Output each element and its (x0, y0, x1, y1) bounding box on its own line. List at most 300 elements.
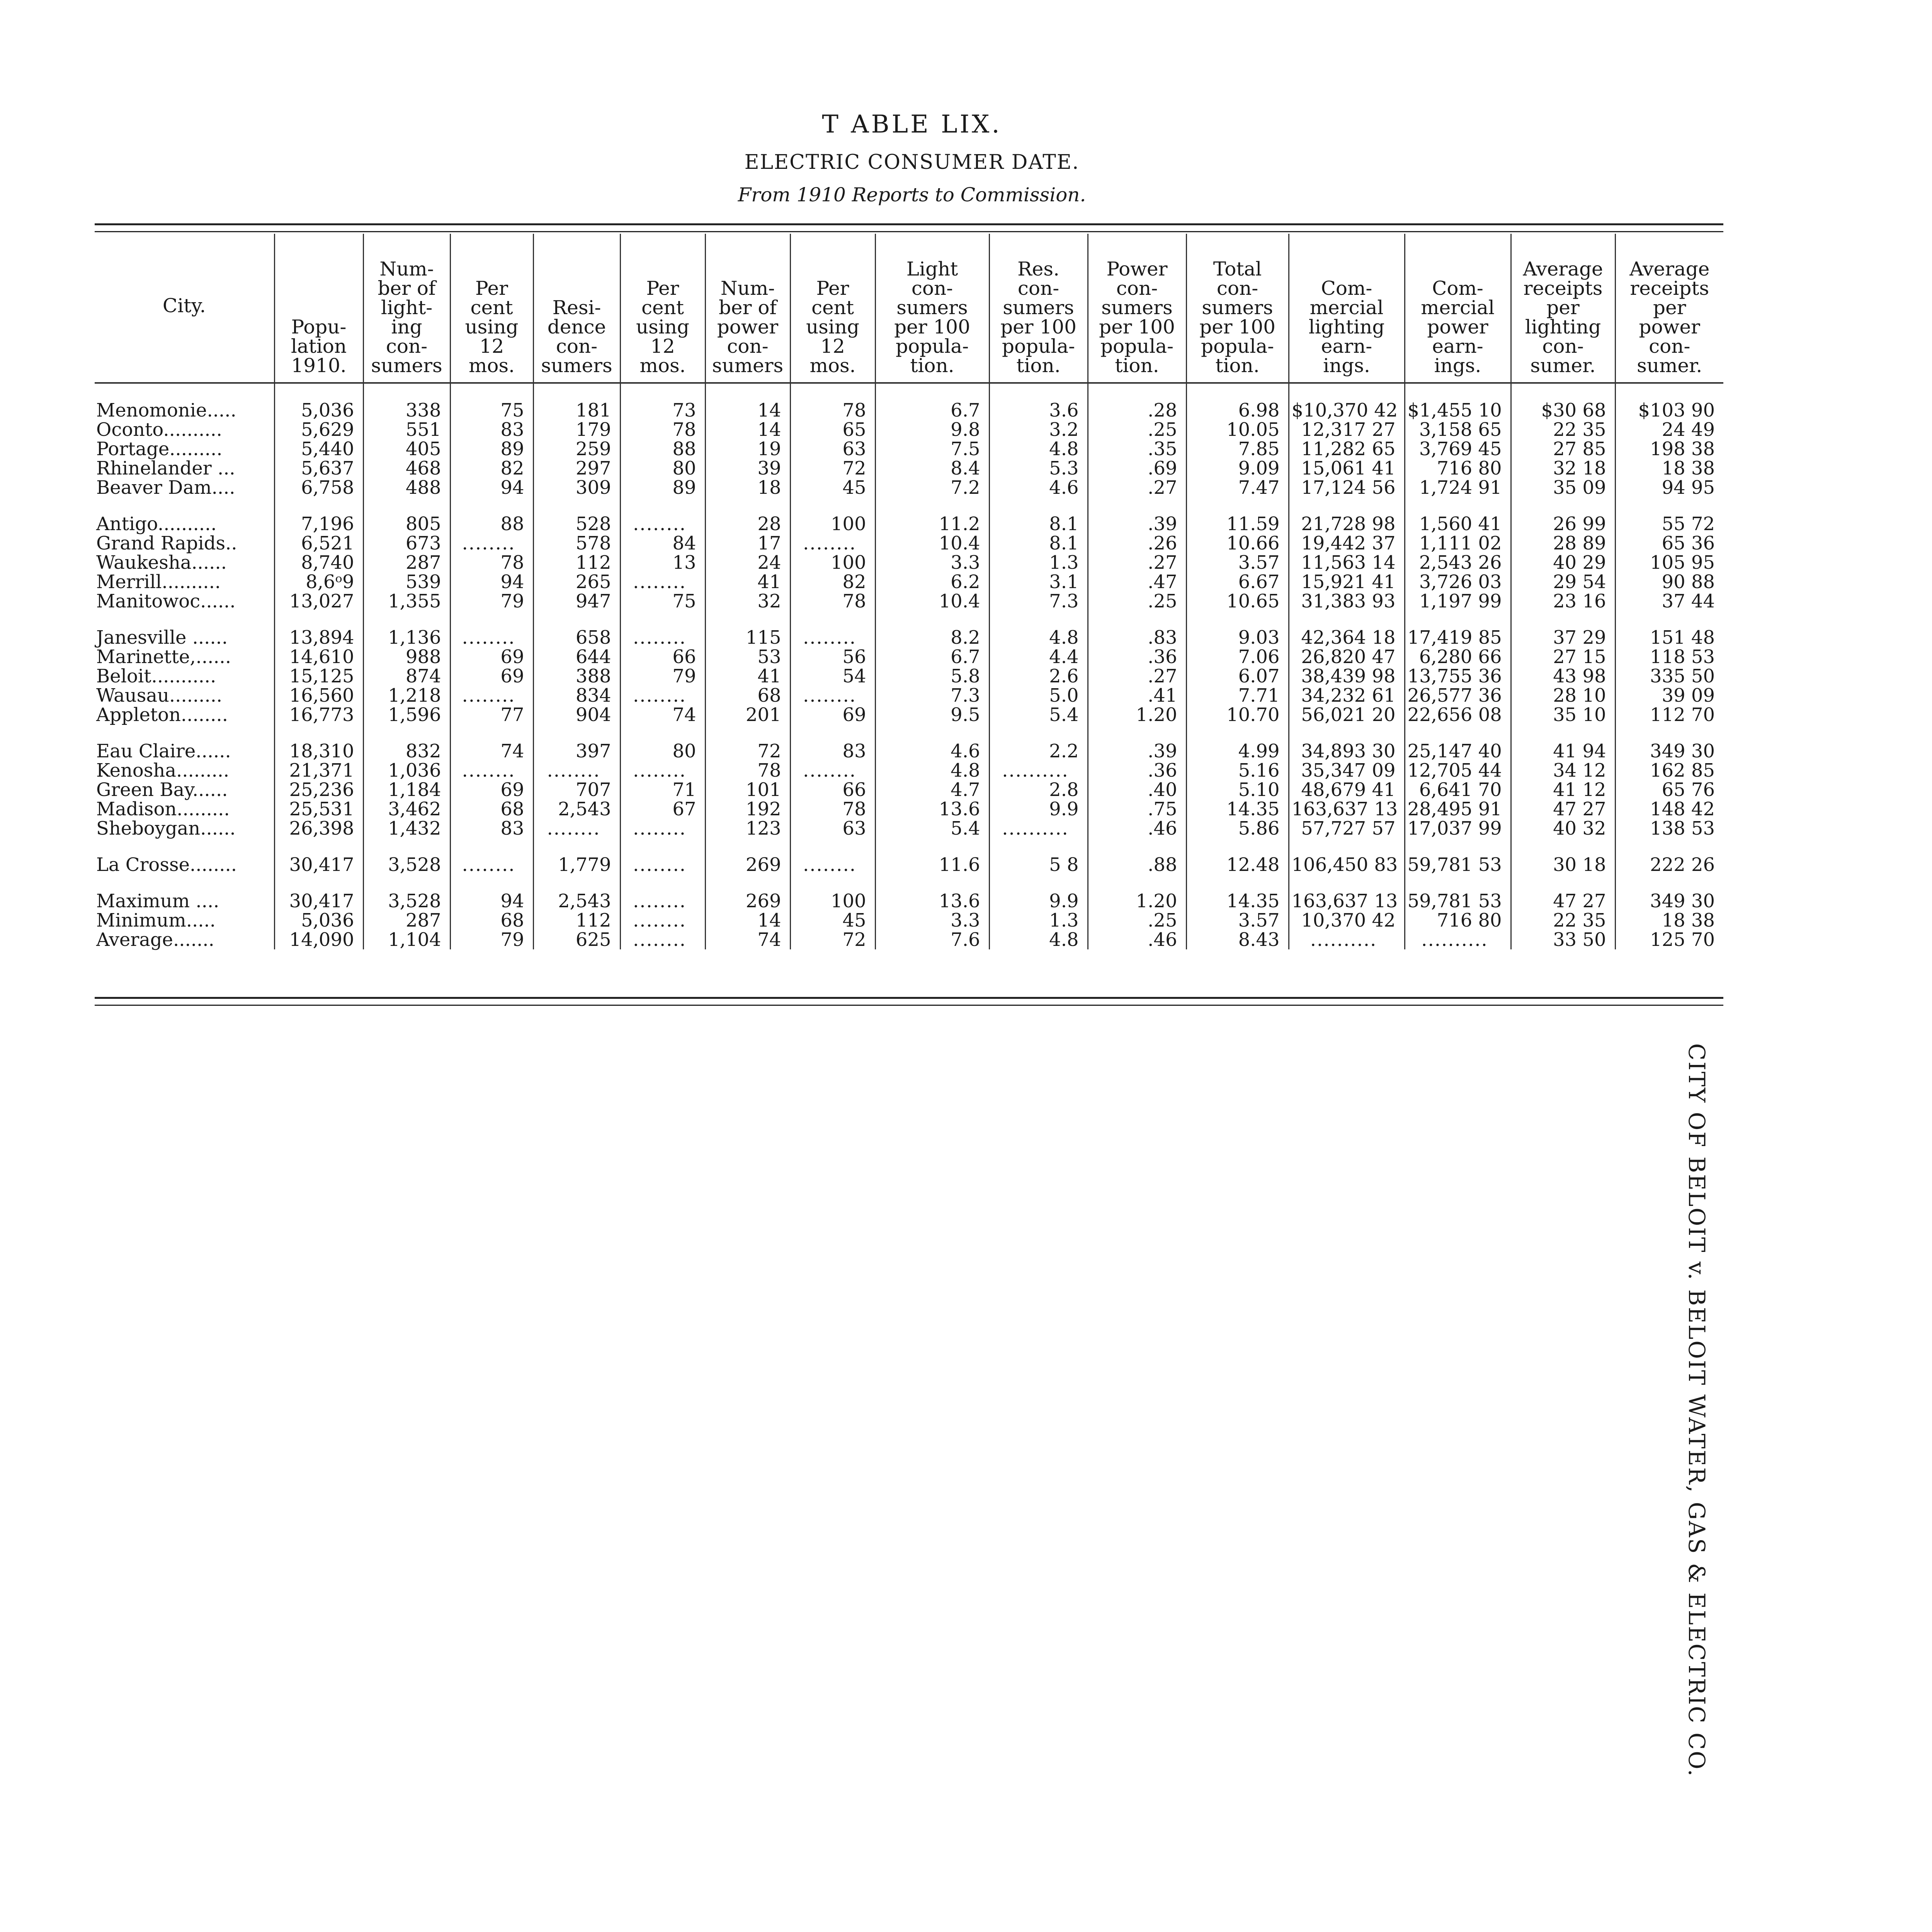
data-cell: 309 (533, 478, 620, 497)
data-cell: 31,383 93 (1289, 592, 1405, 611)
spacer-cell (790, 838, 875, 855)
data-cell: .36 (1088, 761, 1186, 780)
table-row (95, 911, 1723, 930)
table-row (95, 439, 1723, 459)
data-cell: 1,432 (363, 819, 450, 838)
data-cell: 716 80 (1405, 911, 1511, 930)
data-cell: 27 85 (1511, 439, 1615, 459)
data-cell: 9.8 (875, 420, 989, 439)
spacer-cell (363, 611, 450, 628)
data-cell: 89 (450, 439, 533, 459)
spacer-cell (450, 383, 533, 401)
data-cell: 6,641 70 (1405, 780, 1511, 799)
spacer-cell (363, 497, 450, 514)
spacer-cell (1405, 497, 1511, 514)
data-cell: 5.8 (875, 667, 989, 686)
city-cell: Madison......... (96, 798, 230, 820)
data-cell: ........ (620, 911, 705, 930)
column-header: Per cent using 12 mos. (620, 234, 705, 383)
data-cell: 874 (363, 667, 450, 686)
table-source: From 1910 Reports to Commission. (738, 184, 1086, 206)
data-cell: 28,495 91 (1405, 799, 1511, 819)
group-spacer (95, 383, 1723, 401)
data-cell: 34 12 (1511, 761, 1615, 780)
data-cell: 72 (790, 930, 875, 949)
data-cell: .40 (1088, 780, 1186, 799)
city-cell: Marinette,...... (96, 646, 231, 668)
data-cell: 10.65 (1186, 592, 1289, 611)
spacer-cell (363, 724, 450, 742)
data-cell: 77 (450, 705, 533, 724)
data-cell: 338 (363, 401, 450, 420)
data-cell: 22,656 08 (1405, 705, 1511, 724)
data-cell: 8.2 (875, 628, 989, 647)
data-cell: 14.35 (1186, 799, 1289, 819)
data-cell: 7.47 (1186, 478, 1289, 497)
data-cell: .......... (989, 761, 1088, 780)
data-cell: 1.20 (1088, 705, 1186, 724)
data-cell: 45 (790, 478, 875, 497)
data-cell: 644 (533, 647, 620, 667)
data-cell: 13.6 (875, 891, 989, 911)
data-cell: 35,347 09 (1289, 761, 1405, 780)
data-cell: 88 (620, 439, 705, 459)
data-cell: 947 (533, 592, 620, 611)
spacer-cell (363, 874, 450, 891)
data-cell: 2.2 (989, 742, 1088, 761)
data-cell: 11.59 (1186, 514, 1289, 534)
data-cell: 11,282 65 (1289, 439, 1405, 459)
data-cell: 4.7 (875, 780, 989, 799)
data-cell: 112 (533, 911, 620, 930)
data-cell: 73 (620, 401, 705, 420)
data-cell: 75 (450, 401, 533, 420)
data-cell: 9.03 (1186, 628, 1289, 647)
data-cell: ........ (790, 686, 875, 705)
city-cell: Grand Rapids.. (96, 532, 237, 554)
data-cell: 69 (450, 667, 533, 686)
data-cell: 74 (705, 930, 790, 949)
spacer-cell (705, 838, 790, 855)
spacer-cell (1405, 611, 1511, 628)
data-cell: 163,637 13 (1289, 799, 1405, 819)
data-cell: ........ (620, 686, 705, 705)
spacer-cell (95, 724, 274, 742)
data-cell: 17 (705, 534, 790, 553)
data-cell: 80 (620, 459, 705, 478)
data-cell: 17,419 85 (1405, 628, 1511, 647)
data-cell: 7.5 (875, 439, 989, 459)
data-cell: 2.8 (989, 780, 1088, 799)
data-cell: 5.86 (1186, 819, 1289, 838)
city-cell: Janesville ...... (96, 627, 228, 648)
data-cell: 24 (705, 553, 790, 572)
data-cell: 658 (533, 628, 620, 647)
data-cell: 578 (533, 534, 620, 553)
data-cell: 28 (705, 514, 790, 534)
data-cell: 18 38 (1615, 911, 1723, 930)
data-cell: 1,197 99 (1405, 592, 1511, 611)
data-cell: 3,769 45 (1405, 439, 1511, 459)
data-cell: 192 (705, 799, 790, 819)
top-rule-inner (95, 231, 1723, 232)
data-cell: 55 72 (1615, 514, 1723, 534)
top-rule (95, 223, 1723, 225)
data-cell: 10.4 (875, 592, 989, 611)
table-row (95, 855, 1723, 874)
spacer-cell (790, 874, 875, 891)
data-cell: 269 (705, 891, 790, 911)
data-cell: 3.3 (875, 553, 989, 572)
data-cell: 106,450 83 (1289, 855, 1405, 874)
data-cell: 82 (450, 459, 533, 478)
data-cell: 1,596 (363, 705, 450, 724)
spacer-cell (1511, 497, 1615, 514)
city-cell: Waukesha...... (96, 552, 227, 573)
spacer-cell (274, 838, 363, 855)
data-cell: 29 54 (1511, 572, 1615, 592)
data-cell: 1,779 (533, 855, 620, 874)
data-cell: 707 (533, 780, 620, 799)
data-cell: 59,781 53 (1405, 855, 1511, 874)
table-row (95, 780, 1723, 799)
spacer-cell (620, 383, 705, 401)
data-cell: 1,104 (363, 930, 450, 949)
data-cell: ........ (450, 855, 533, 874)
data-cell: 5.0 (989, 686, 1088, 705)
data-cell: 74 (620, 705, 705, 724)
spacer-cell (95, 611, 274, 628)
data-cell: 5 8 (989, 855, 1088, 874)
data-cell: 4.4 (989, 647, 1088, 667)
data-cell: 79 (450, 592, 533, 611)
data-cell: 43 98 (1511, 667, 1615, 686)
table-row (95, 628, 1723, 647)
data-cell: 72 (790, 459, 875, 478)
data-cell: 75 (620, 592, 705, 611)
data-cell: 94 (450, 891, 533, 911)
data-cell: 83 (450, 420, 533, 439)
spacer-cell (1088, 724, 1186, 742)
data-cell: 988 (363, 647, 450, 667)
data-cell: 1.3 (989, 911, 1088, 930)
data-cell: 16,773 (274, 705, 363, 724)
data-cell: 13.6 (875, 799, 989, 819)
data-cell: .27 (1088, 553, 1186, 572)
data-cell: 287 (363, 911, 450, 930)
spacer-cell (274, 724, 363, 742)
data-cell: ........ (533, 819, 620, 838)
data-cell: .69 (1088, 459, 1186, 478)
data-cell: 6,521 (274, 534, 363, 553)
data-cell: 6.98 (1186, 401, 1289, 420)
data-cell: 5.3 (989, 459, 1088, 478)
data-cell: 151 48 (1615, 628, 1723, 647)
spacer-cell (95, 838, 274, 855)
data-cell: 59,781 53 (1405, 891, 1511, 911)
spacer-cell (1615, 724, 1723, 742)
data-cell: .39 (1088, 514, 1186, 534)
data-cell: 56 (790, 647, 875, 667)
data-cell: 13 (620, 553, 705, 572)
data-cell: 1,136 (363, 628, 450, 647)
data-cell: 259 (533, 439, 620, 459)
data-cell: 18,310 (274, 742, 363, 761)
city-cell: Average....... (96, 929, 214, 951)
data-cell: 5.10 (1186, 780, 1289, 799)
data-cell: 17,124 56 (1289, 478, 1405, 497)
data-cell: 42,364 18 (1289, 628, 1405, 647)
data-cell: 834 (533, 686, 620, 705)
spacer-cell (1511, 724, 1615, 742)
city-cell: Merrill.......... (96, 571, 221, 593)
data-cell: 39 09 (1615, 686, 1723, 705)
data-cell: 66 (620, 647, 705, 667)
data-cell: 25,531 (274, 799, 363, 819)
data-cell: 4.6 (875, 742, 989, 761)
data-cell: 80 (620, 742, 705, 761)
spacer-cell (363, 838, 450, 855)
spacer-cell (450, 874, 533, 891)
table-row (95, 572, 1723, 592)
spacer-cell (989, 497, 1088, 514)
data-cell: 53 (705, 647, 790, 667)
spacer-cell (620, 611, 705, 628)
data-cell: 79 (620, 667, 705, 686)
table-row (95, 930, 1723, 949)
data-cell: 78 (450, 553, 533, 572)
data-cell: 7.3 (875, 686, 989, 705)
column-header: Com- mercial lighting earn- ings. (1289, 234, 1405, 383)
data-cell: 27 15 (1511, 647, 1615, 667)
data-cell: 16,560 (274, 686, 363, 705)
data-cell: 78 (705, 761, 790, 780)
spacer-cell (1289, 497, 1405, 514)
data-cell: 12,705 44 (1405, 761, 1511, 780)
data-cell: ........ (620, 891, 705, 911)
data-cell: 9.9 (989, 891, 1088, 911)
data-cell: 10.4 (875, 534, 989, 553)
table-row (95, 667, 1723, 686)
data-cell: 5,629 (274, 420, 363, 439)
data-cell: 69 (450, 780, 533, 799)
city-cell: Menomonie..... (96, 400, 236, 421)
data-cell: 163,637 13 (1289, 891, 1405, 911)
data-cell: 7.06 (1186, 647, 1289, 667)
city-cell: Beloit........... (96, 665, 216, 687)
data-cell: .39 (1088, 742, 1186, 761)
spacer-cell (989, 724, 1088, 742)
data-cell: 5.4 (989, 705, 1088, 724)
spacer-cell (1186, 724, 1289, 742)
data-cell: 112 70 (1615, 705, 1723, 724)
data-cell: 1.3 (989, 553, 1088, 572)
spacer-cell (1186, 874, 1289, 891)
data-cell: 4.8 (989, 930, 1088, 949)
data-cell: 83 (450, 819, 533, 838)
column-header: Res. con- sumers per 100 popula- tion. (989, 234, 1088, 383)
city-cell: Oconto.......... (96, 419, 222, 440)
group-spacer (95, 611, 1723, 628)
data-cell: .......... (1405, 930, 1511, 949)
data-cell: 78 (790, 592, 875, 611)
data-cell: 17,037 99 (1405, 819, 1511, 838)
spacer-cell (1186, 497, 1289, 514)
spacer-cell (875, 611, 989, 628)
data-cell: 105 95 (1615, 553, 1723, 572)
city-cell: Sheboygan...... (96, 818, 236, 839)
column-header: Popu- lation 1910. (274, 234, 363, 383)
data-cell: $10,370 42 (1289, 401, 1405, 420)
data-cell: ........ (450, 628, 533, 647)
data-cell: 47 27 (1511, 891, 1615, 911)
data-cell: 21,371 (274, 761, 363, 780)
table-row (95, 819, 1723, 838)
data-cell: 8.1 (989, 534, 1088, 553)
data-cell: 2,543 (533, 799, 620, 819)
data-cell: 6.7 (875, 647, 989, 667)
data-cell: 8.43 (1186, 930, 1289, 949)
data-cell: 22 35 (1511, 420, 1615, 439)
data-cell: .47 (1088, 572, 1186, 592)
table-row (95, 592, 1723, 611)
data-cell: 68 (450, 911, 533, 930)
data-cell: 1,355 (363, 592, 450, 611)
data-cell: 14,610 (274, 647, 363, 667)
data-cell: 201 (705, 705, 790, 724)
data-cell: ........ (790, 534, 875, 553)
data-cell: 12,317 27 (1289, 420, 1405, 439)
column-header: Num- ber of power con- sumers (705, 234, 790, 383)
data-cell: 198 38 (1615, 439, 1723, 459)
spacer-cell (620, 838, 705, 855)
data-cell: 1,724 91 (1405, 478, 1511, 497)
data-cell: 551 (363, 420, 450, 439)
data-cell: 41 (705, 667, 790, 686)
data-cell: 3.2 (989, 420, 1088, 439)
table-row (95, 705, 1723, 724)
city-cell: Minimum..... (96, 910, 216, 931)
spacer-cell (989, 383, 1088, 401)
data-cell: 7.71 (1186, 686, 1289, 705)
data-cell: 19 (705, 439, 790, 459)
table-row (95, 647, 1723, 667)
data-cell: 5,036 (274, 401, 363, 420)
data-cell: 7.3 (989, 592, 1088, 611)
data-cell: 94 95 (1615, 478, 1723, 497)
data-cell: 65 (790, 420, 875, 439)
city-cell: Beaver Dam.... (96, 477, 235, 498)
data-cell: ........ (450, 686, 533, 705)
data-cell: ........ (450, 761, 533, 780)
data-cell: 67 (620, 799, 705, 819)
data-cell: .25 (1088, 911, 1186, 930)
spacer-cell (620, 497, 705, 514)
data-cell: ........ (533, 761, 620, 780)
data-cell: 179 (533, 420, 620, 439)
data-cell: 265 (533, 572, 620, 592)
data-cell: 397 (533, 742, 620, 761)
spacer-cell (1088, 874, 1186, 891)
spacer-cell (1405, 874, 1511, 891)
data-cell: 25,236 (274, 780, 363, 799)
data-cell: 72 (705, 742, 790, 761)
data-cell: 40 29 (1511, 553, 1615, 572)
spacer-cell (274, 874, 363, 891)
data-cell: 10.66 (1186, 534, 1289, 553)
spacer-cell (620, 874, 705, 891)
spacer-cell (1405, 838, 1511, 855)
data-cell: 18 (705, 478, 790, 497)
data-cell: 25,147 40 (1405, 742, 1511, 761)
data-cell: .46 (1088, 930, 1186, 949)
table-row (95, 553, 1723, 572)
data-cell: 69 (450, 647, 533, 667)
data-cell: 8,740 (274, 553, 363, 572)
table-row (95, 420, 1723, 439)
data-cell: .36 (1088, 647, 1186, 667)
data-cell: 30,417 (274, 891, 363, 911)
spacer-cell (790, 724, 875, 742)
spacer-cell (1289, 724, 1405, 742)
data-cell: 79 (450, 930, 533, 949)
data-cell: ........ (620, 819, 705, 838)
data-cell: 3.3 (875, 911, 989, 930)
data-cell: 90 88 (1615, 572, 1723, 592)
bottom-rule-inner (95, 1005, 1723, 1006)
data-cell: 26 99 (1511, 514, 1615, 534)
data-cell: 6,758 (274, 478, 363, 497)
data-cell: 10.05 (1186, 420, 1289, 439)
data-cell: 5,036 (274, 911, 363, 930)
running-head (1684, 1043, 1710, 1932)
spacer-cell (450, 611, 533, 628)
spacer-cell (274, 383, 363, 401)
data-cell: 9.09 (1186, 459, 1289, 478)
city-cell: Eau Claire...... (96, 740, 231, 762)
header-row (95, 234, 1723, 383)
spacer-cell (274, 611, 363, 628)
data-cell: 63 (790, 819, 875, 838)
data-cell: .25 (1088, 592, 1186, 611)
column-header: Num- ber of light- ing con- sumers (363, 234, 450, 383)
data-cell: 716 80 (1405, 459, 1511, 478)
data-cell: 3,462 (363, 799, 450, 819)
data-cell: 287 (363, 553, 450, 572)
table-row (95, 799, 1723, 819)
table-subtitle: ELECTRIC CONSUMER DATE. (744, 151, 1080, 174)
spacer-cell (705, 724, 790, 742)
data-cell: 88 (450, 514, 533, 534)
spacer-cell (875, 838, 989, 855)
data-cell: 11.6 (875, 855, 989, 874)
data-cell: 148 42 (1615, 799, 1723, 819)
data-cell: ........ (620, 761, 705, 780)
data-cell: 539 (363, 572, 450, 592)
spacer-cell (1289, 383, 1405, 401)
data-cell: 19,442 37 (1289, 534, 1405, 553)
city-cell: La Crosse........ (96, 854, 237, 876)
data-cell: 21,728 98 (1289, 514, 1405, 534)
spacer-cell (790, 611, 875, 628)
table-row (95, 742, 1723, 761)
table-row (95, 686, 1723, 705)
data-cell: 34,232 61 (1289, 686, 1405, 705)
data-cell: 6.7 (875, 401, 989, 420)
data-cell: 82 (790, 572, 875, 592)
data-cell: 138 53 (1615, 819, 1723, 838)
data-cell: 14,090 (274, 930, 363, 949)
